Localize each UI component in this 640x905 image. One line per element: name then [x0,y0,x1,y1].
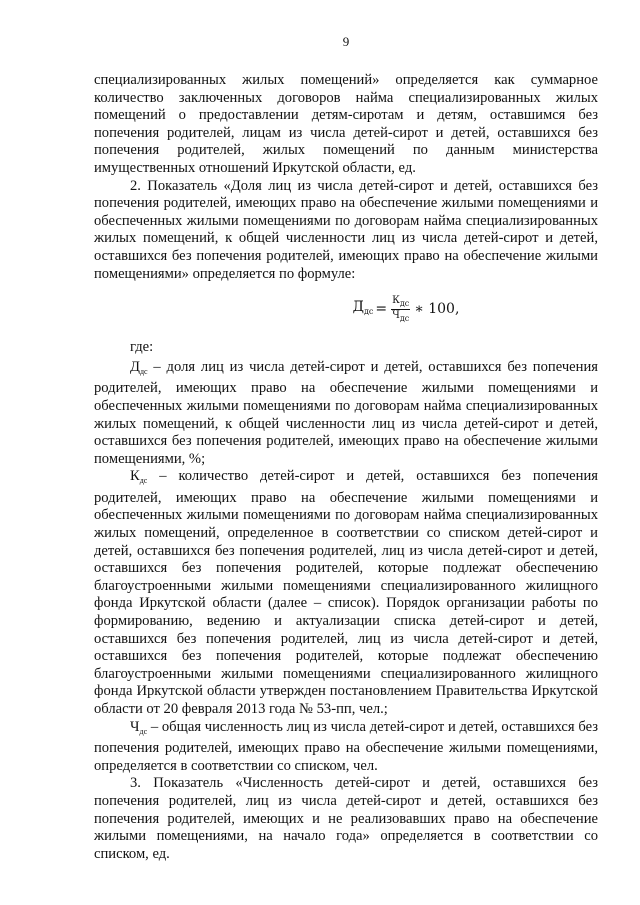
formula-fraction [391,295,410,324]
paragraph-indicator-2: 2. Показатель «Доля лиц из числа детей-сирот и детей, оставшихся без попечения родителей, имеющих право на обеспечение жилыми помещениями и обеспеченных жилыми помещениями по договорам найма специализированных жилых помещений, к общей численности лиц из числа детей-сирот и детей, оставшихся без попечения родителей, имеющих право на обеспечение жилыми помещениями» определяется по формуле: [94,177,598,282]
definition-d: $Д_{дс}$ – доля лиц из числа детей-сирот и детей, оставшихся без попечения родителей, имеющих право на обеспечение жилыми помещениями и обеспеченных жилыми помещениями по договорам найма специализированных жилых помещений, к общей численности лиц из числа детей-сирот и детей, оставшихся без попечения родителей, имеющих право на обеспечение жилыми помещениями, %; [94,358,598,467]
definition-k: $К_{дс}$ – количество детей-сирот и детей, оставшихся без попечения родителей, имеющих право на обеспечение жилыми помещениями и обеспеченных жилыми помещениями по договорам найма специализированных жилых помещений, определенное в соответствии со списком детей-сирот и детей, оставшихся без попечения родителей, лиц из числа детей-сирот и детей, оставшихся без попечения родителей, которые подлежат обеспечению благоустроенными жилыми помещениями специализированного жилищного фонда Иркутской области (далее – список). Порядок организации работы по формированию, ведению и актуализации списка детей-сирот и детей, оставшихся без попечения родителей, лиц из числа детей-сирот и детей, оставшихся без попечения родителей, которые подлежат обеспечению благоустроенными жилыми помещениями специализированного жилищного фонда Иркутской области утвержден постановлением Правительства Иркутской области от 20 февраля 2013 года № 53-пп, чел.; [94,468,598,717]
document-page [94,34,598,863]
paragraph-continuation: специализированных жилых помещений» определяется как суммарное количество заключенных договоров найма специализированных жилых помещений о предоставлении детям-сиротам и детям, оставшимся без попечения родителей, лицам из числа детей-сирот и детей, оставшихся без попечения родителей, жилых помещений по данным министерства имущественных отношений Иркутской области, ед. [94,72,598,176]
where-label: где: [130,339,154,356]
formula-equals: = [375,300,388,317]
formula [94,295,598,329]
paragraph-indicator-3: 3. Показатель «Численность детей-сирот и детей, оставшихся без попечения родителей, лиц из числа детей-сирот и детей, оставшихся без попечения родителей, имеющих и не реализовавших право на обеспечение жилыми помещениями, на начало года» определяется в соответствии со списком, ед. [94,775,598,862]
formula-numerator: $К_{дс}$ [392,295,410,309]
formula-lhs: $Д_{дс}$ [352,298,374,316]
formula-rhs: ∗ 100, [414,300,460,317]
formula-denominator: $Ч_{дс}$ [392,310,410,324]
page-number: 9 [342,34,350,49]
definition-ch: $Ч_{дс}$ – общая численность лиц из числа детей-сирот и детей, оставшихся без попечения родителей, имеющих право на обеспечение жилыми помещениями, определяется в соответствии со списком, чел. [94,718,598,774]
